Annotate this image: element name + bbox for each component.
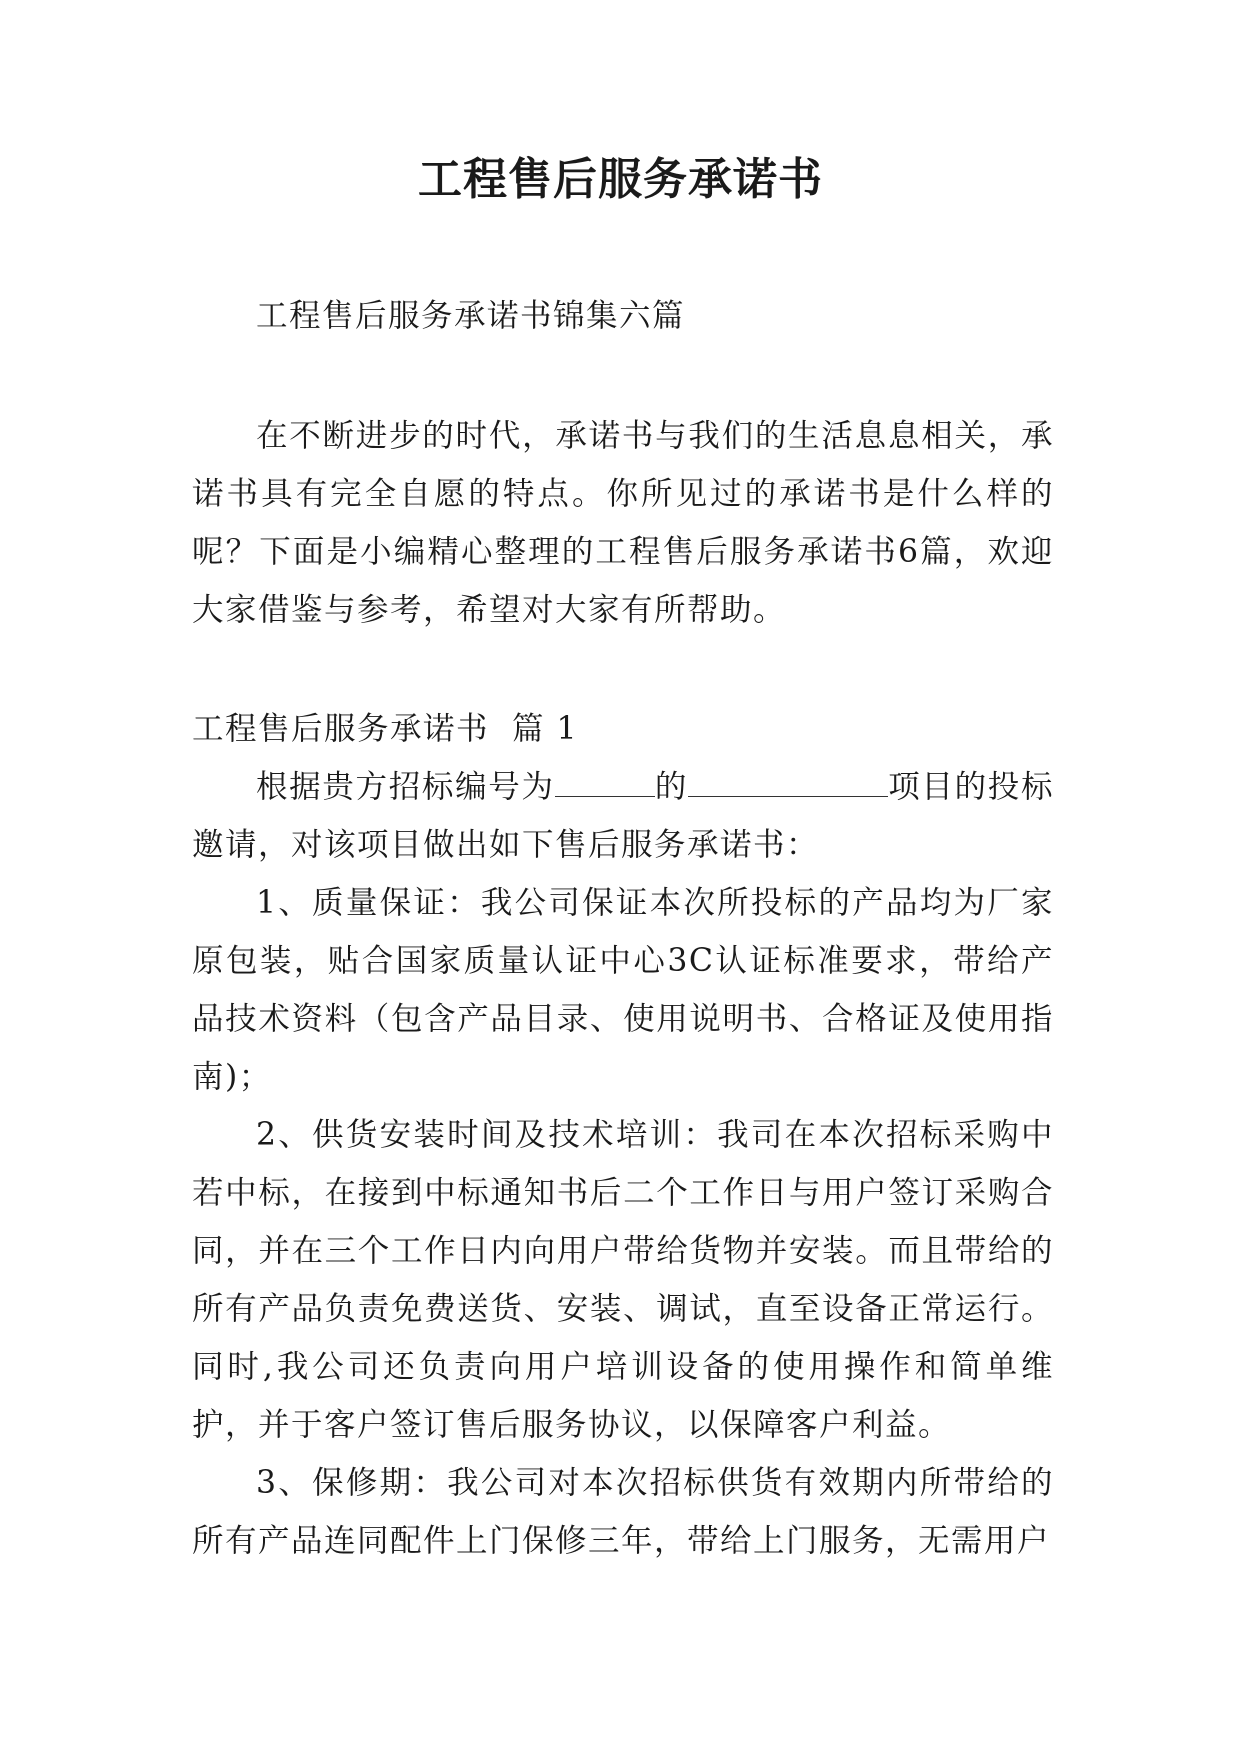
list-item-delivery: 2、供货安装时间及技术培训：我司在本次招标采购中若中标，在接到中标通知书后二个工作日与用户签订采购合同，并在三个工作日内向用户带给货物并安装。而且带给的所有产品负责免费送货、安装、调试，直至设备正常运行。同时,我公司还负责向用户培训设备的使用操作和简单维护，并于客户签订售后服务协议，以保障客户利益。 (192, 1117, 1054, 1443)
section-heading: 工程售后服务承诺书 篇 1 (192, 711, 579, 747)
list-item-warranty: 3、保修期：我公司对本次招标供货有效期内所带给的所有产品连同配件上门保修三年，带给上门服务，无需用户 (192, 1465, 1054, 1559)
section-body (192, 758, 1054, 1570)
document-subtitle: 工程售后服务承诺书锦集六篇 (256, 298, 686, 334)
list-item-quality: 1、质量保证：我公司保证本次所投标的产品均为厂家原包装，贴合国家质量认证中心3C认证标准要求，带给产品技术资料（包含产品目录、使用说明书、合格证及使用指南)； (192, 885, 1054, 1095)
intro-paragraph: 在不断进步的时代，承诺书与我们的生活息息相关，承诺书具有完全自愿的特点。你所见过的承诺书是什么样的呢？下面是小编精心整理的工程售后服务承诺书6篇，欢迎大家借鉴与参考，希望对大家有所帮助。 (192, 418, 1054, 628)
document-title: 工程售后服务承诺书 (418, 154, 823, 205)
opening-paragraph (192, 758, 1054, 874)
opening-text-2: 的 (654, 769, 689, 805)
project-name-blank (688, 768, 888, 797)
opening-text-1: 根据贵方招标编号为 (256, 769, 555, 805)
opening-text-3: 项目的投标邀请，对该项目做出如下售后服务承诺书： (192, 769, 1054, 863)
tender-number-blank (555, 768, 655, 797)
